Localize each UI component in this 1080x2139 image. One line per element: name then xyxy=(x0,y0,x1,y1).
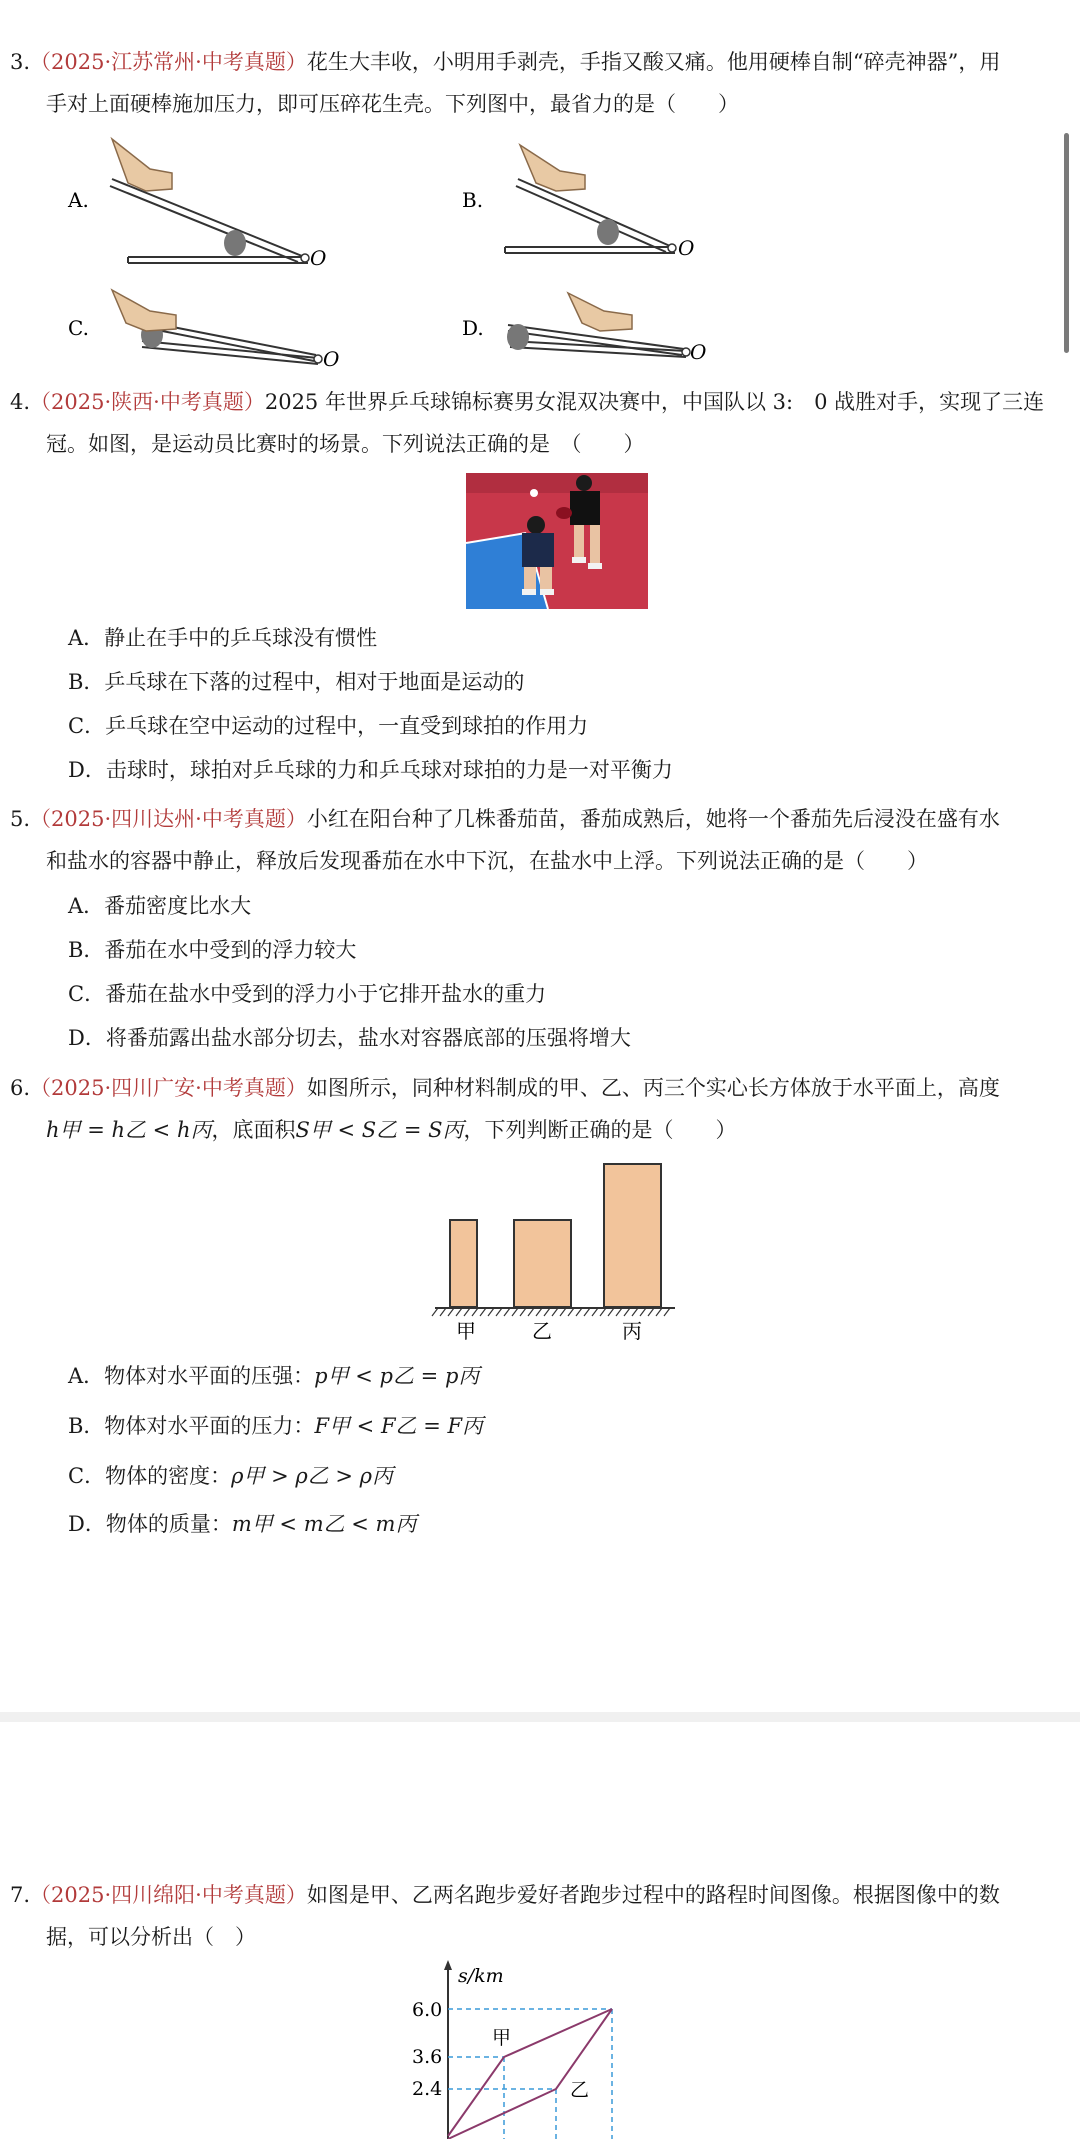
pivot-label: O xyxy=(690,340,707,364)
option-label: A. xyxy=(68,188,89,212)
block-label: 丙 xyxy=(622,1319,642,1343)
question-5-line-1 xyxy=(10,797,1000,841)
page-divider xyxy=(0,1712,1080,1722)
option-label: C. xyxy=(68,316,89,340)
option-c xyxy=(68,1460,393,1490)
question-number: 5. xyxy=(10,807,31,831)
question-4-line-1 xyxy=(10,380,1044,424)
block-bing xyxy=(604,1164,661,1307)
option-formula: p甲 < p乙 = p丙 xyxy=(314,1364,480,1388)
question-number: 7. xyxy=(10,1883,31,1907)
table-tennis-photo xyxy=(466,473,648,609)
block-yi xyxy=(514,1220,571,1307)
series-line-yi xyxy=(448,2009,612,2139)
question-number: 4. xyxy=(10,390,31,414)
option-label: D. xyxy=(462,316,484,340)
distance-time-graph xyxy=(400,1960,660,2139)
scrollbar[interactable] xyxy=(1064,133,1069,353)
option-label: B. xyxy=(462,188,484,212)
y-tick-label: 3.6 xyxy=(412,2046,443,2068)
pivot-label: O xyxy=(323,347,340,370)
option-formula: ρ甲 > ρ乙 > ρ丙 xyxy=(231,1464,394,1488)
question-text: 小红在阳台种了几株番茄苗，番茄成熟后，她将一个番茄先后浸没在盛有水 xyxy=(306,807,1000,831)
lever-figure-c xyxy=(112,290,339,370)
question-source: （2025·陕西·中考真题） xyxy=(30,390,265,414)
question-text: ，底面积 xyxy=(211,1118,296,1142)
y-tick-label: 6.0 xyxy=(412,1999,443,2021)
option-b: B．乒乓球在下落的过程中，相对于地面是运动的 xyxy=(68,670,525,694)
option-formula: m甲 < m乙 < m丙 xyxy=(231,1512,417,1536)
pivot-label: O xyxy=(678,236,695,260)
option-c: C．番茄在盐水中受到的浮力小于它排开盐水的重力 xyxy=(68,982,547,1006)
y-axis-label: s/km xyxy=(458,1965,504,1987)
question-text: 2025 年世界乒乓球锦标赛男女混双决赛中，中国队以 3: 0 战胜对手，实现了三连 xyxy=(264,390,1045,414)
condition-height: h甲 = h乙 < h丙 xyxy=(46,1118,212,1142)
question-number: 3. xyxy=(10,50,31,74)
option-c: C．乒乓球在空中运动的过程中，一直受到球拍的作用力 xyxy=(68,714,589,738)
option-b: B．番茄在水中受到的浮力较大 xyxy=(68,938,357,962)
option-a xyxy=(68,1360,479,1390)
series-line-jia xyxy=(448,2009,612,2136)
question-6-line-1 xyxy=(10,1066,1000,1110)
block-label: 乙 xyxy=(532,1319,552,1343)
lever-figure-d xyxy=(507,293,706,364)
question-7-line-1 xyxy=(10,1873,1000,1917)
option-b xyxy=(68,1410,483,1440)
option-formula: F甲 < F乙 = F丙 xyxy=(314,1414,484,1438)
block-jia xyxy=(450,1220,477,1307)
question-6-line-2 xyxy=(46,1108,737,1152)
lever-figures xyxy=(0,125,760,370)
question-text: ，下列判断正确的是（ ） xyxy=(463,1118,737,1142)
series-label: 甲 xyxy=(492,2027,512,2049)
option-text: B．物体对水平面的压力： xyxy=(68,1414,315,1438)
question-4-line-2: 冠。如图，是运动员比赛时的场景。下列说法正确的是 （ ） xyxy=(46,432,645,456)
option-a: A．番茄密度比水大 xyxy=(68,894,252,918)
question-3-line-2: 手对上面硬棒施加压力，即可压碎花生壳。下列图中，最省力的是（ ） xyxy=(46,92,739,116)
option-a: A．静止在手中的乒乓球没有惯性 xyxy=(68,626,378,650)
block-label: 甲 xyxy=(456,1319,476,1343)
question-3-line-1 xyxy=(10,40,1000,84)
blocks-figure xyxy=(430,1160,680,1345)
y-tick-label: 2.4 xyxy=(412,2078,443,2100)
question-source: （2025·江苏常州·中考真题） xyxy=(30,50,307,74)
option-d xyxy=(68,1508,416,1538)
question-source: （2025·四川绵阳·中考真题） xyxy=(30,1883,307,1907)
option-text: D．物体的质量： xyxy=(68,1512,232,1536)
lever-figure-b xyxy=(505,145,694,260)
question-5-line-2: 和盐水的容器中静止，释放后发现番茄在水中下沉，在盐水中上浮。下列说法正确的是（ ） xyxy=(46,849,928,873)
question-7-line-2: 据，可以分析出（ ） xyxy=(46,1925,256,1949)
question-text: 如图是甲、乙两名跑步爱好者跑步过程中的路程时间图像。根据图像中的数 xyxy=(306,1883,1000,1907)
option-d: D．将番茄露出盐水部分切去，盐水对容器底部的压强将增大 xyxy=(68,1026,631,1050)
question-source: （2025·四川广安·中考真题） xyxy=(30,1076,307,1100)
question-text: 花生大丰收，小明用手剥壳，手指又酸又痛。他用硬棒自制“碎壳神器”，用 xyxy=(306,50,1001,74)
series-label: 乙 xyxy=(570,2079,590,2101)
question-number: 6. xyxy=(10,1076,31,1100)
question-source: （2025·四川达州·中考真题） xyxy=(30,807,307,831)
lever-figure-a xyxy=(110,139,326,270)
option-text: A．物体对水平面的压强： xyxy=(68,1364,315,1388)
option-text: C．物体的密度： xyxy=(68,1464,232,1488)
question-text: 如图所示，同种材料制成的甲、乙、丙三个实心长方体放于水平面上，高度 xyxy=(306,1076,1000,1100)
option-d: D．击球时，球拍对乒乓球的力和乒乓球对球拍的力是一对平衡力 xyxy=(68,758,673,782)
pivot-label: O xyxy=(310,246,327,270)
condition-area: S甲 < S乙 = S丙 xyxy=(295,1118,464,1142)
